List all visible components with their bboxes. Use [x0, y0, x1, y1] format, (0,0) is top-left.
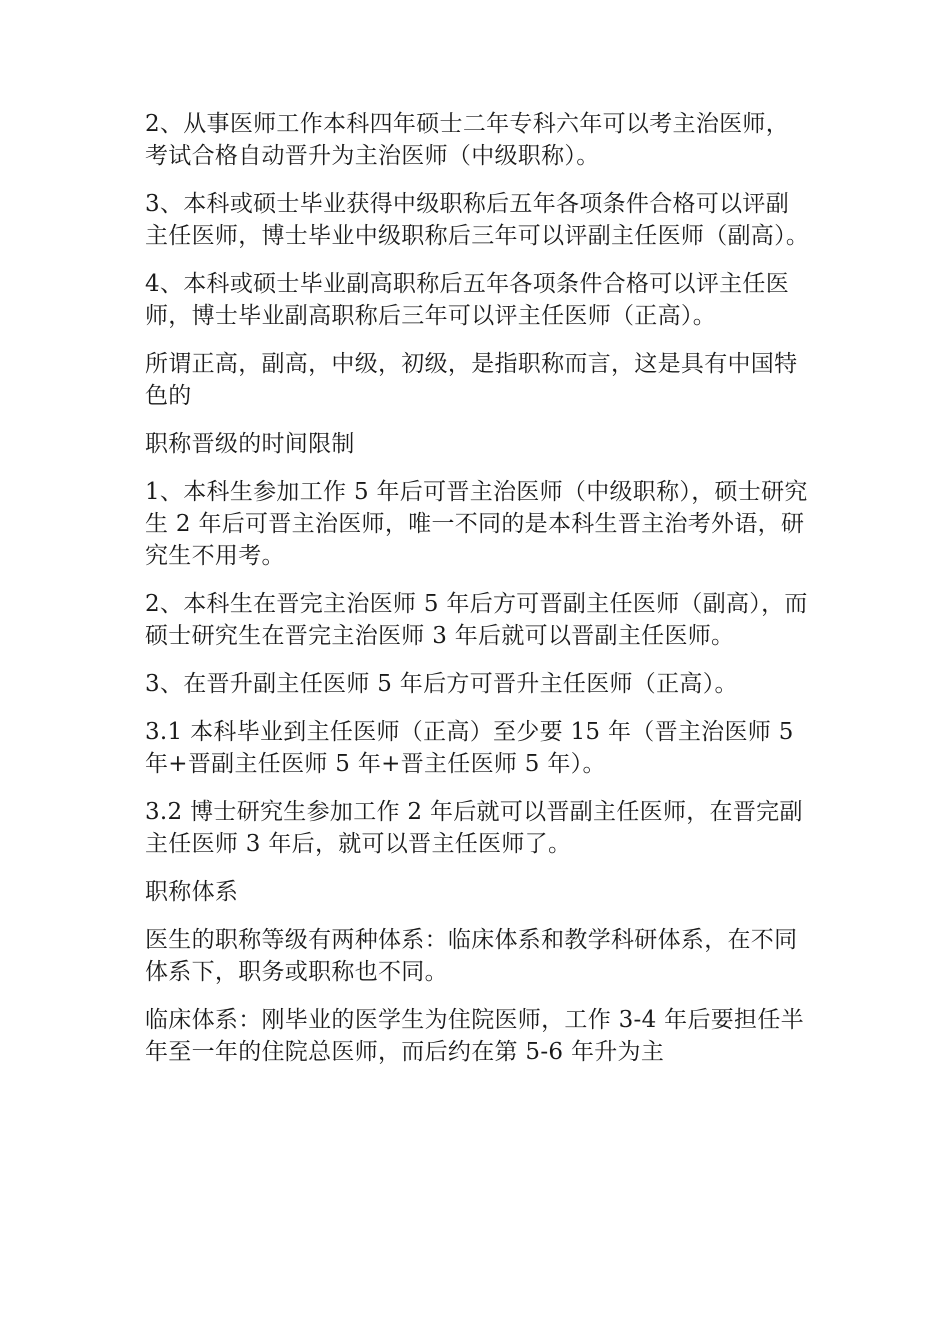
paragraph-attending-promotion: 1、本科生参加工作 5 年后可晋主治医师（中级职称），硕士研究生 2 年后可晋主治医师，唯一不同的是本科生晋主治考外语，研究生不用考。	[145, 479, 808, 569]
paragraph-doctorate-to-chief: 3.2 博士研究生参加工作 2 年后就可以晋副主任医师，在晋完副主任医师 3 年后，就可以晋主任医师了。	[145, 799, 803, 857]
paragraph-chief-promotion: 3、在晋升副主任医师 5 年后方可晋升主任医师（正高）。	[145, 671, 738, 697]
paragraph-two-systems: 医生的职称等级有两种体系：临床体系和教学科研体系，在不同体系下，职务或职称也不同。	[145, 927, 798, 985]
document-body	[145, 108, 810, 1084]
paragraph-chief-physician-evaluation: 4、本科或硕士毕业副高职称后五年各项条件合格可以评主任医师，博士毕业副高职称后三年可以评主任医师（正高）。	[145, 271, 790, 329]
paragraph-clinical-system: 临床体系：刚毕业的医学生为住院医师，工作 3-4 年后要担任半年至一年的住院总医师，而后约在第 5-6 年升为主	[145, 1007, 804, 1065]
paragraph-attending-physician-exam: 2、从事医师工作本科四年硕士二年专科六年可以考主治医师，考试合格自动晋升为主治医师（中级职称）。	[145, 111, 790, 169]
paragraph-title-levels-note: 所谓正高，副高，中级，初级，是指职称而言，这是具有中国特色的	[145, 351, 798, 409]
section-heading-promotion-time-limits: 职称晋级的时间限制	[145, 431, 355, 457]
paragraph-associate-chief-promotion: 2、本科生在晋完主治医师 5 年后方可晋副主任医师（副高），而硕士研究生在晋完主治医师 3 年后就可以晋副主任医师。	[145, 591, 808, 649]
section-heading-title-system: 职称体系	[145, 879, 239, 905]
paragraph-bachelor-to-chief: 3.1 本科毕业到主任医师（正高）至少要 15 年（晋主治医师 5 年+晋副主任医师 5 年+晋主任医师 5 年）。	[145, 719, 794, 777]
paragraph-associate-chief-evaluation: 3、本科或硕士毕业获得中级职称后五年各项条件合格可以评副主任医师，博士毕业中级职称后三年可以评副主任医师（副高）。	[145, 191, 810, 249]
